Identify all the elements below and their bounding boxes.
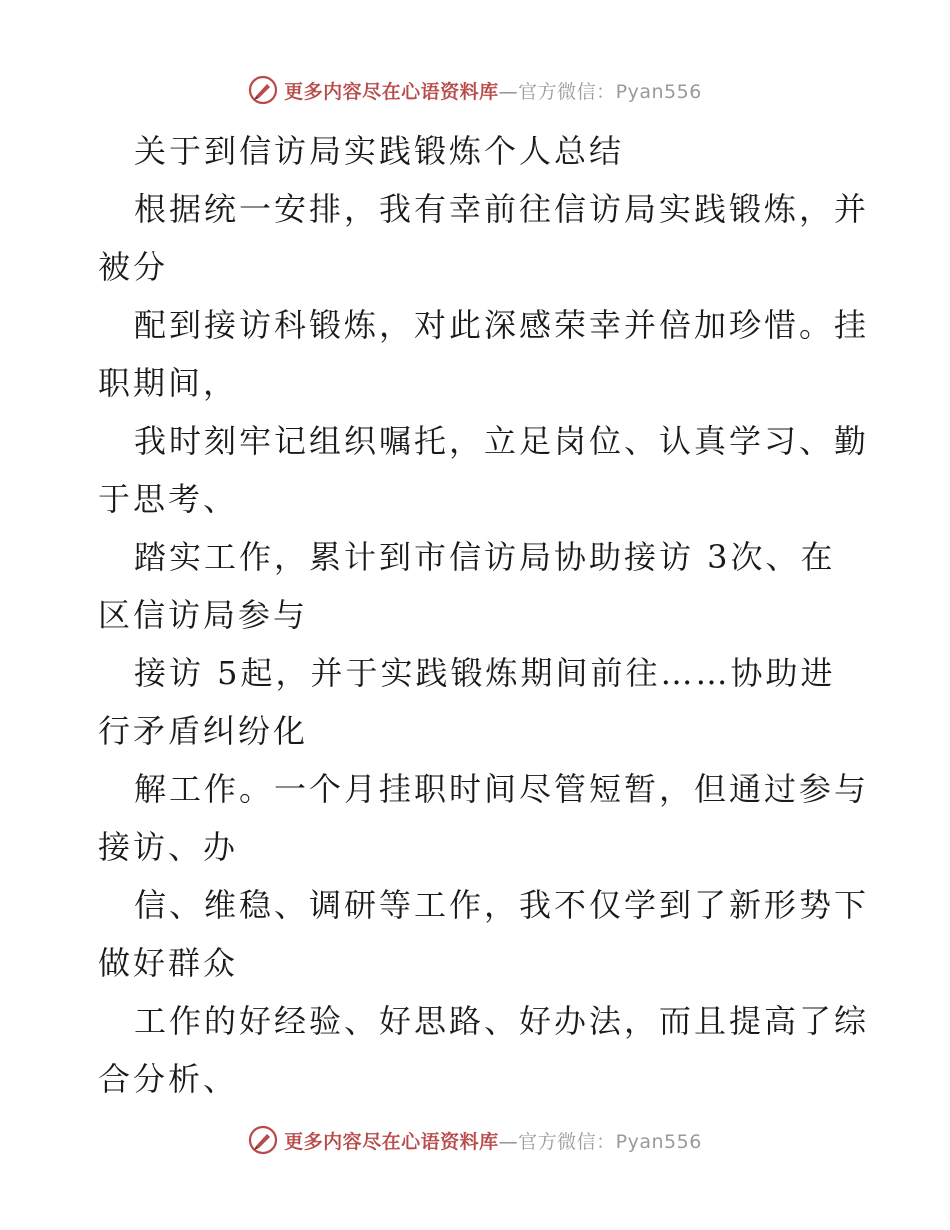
watermark-brand: 更多内容尽在心语资料库 [284, 1130, 499, 1153]
text-line: 职期间， [98, 364, 239, 402]
text-line: 踏实工作，累计到市信访局协助接访 3次、在 [134, 538, 836, 576]
text-line: 工作的好经验、好思路、好办法，而且提高了综 [134, 1002, 870, 1040]
watermark-text [284, 77, 702, 104]
watermark-dash: — [498, 1130, 519, 1153]
text-line: 解工作。一个月挂职时间尽管短暂，但通过参与 [134, 770, 870, 808]
watermark-wechat: 官方微信：Pyan556 [518, 80, 702, 103]
document-title: 关于到信访局实践锻炼个人总结 [134, 132, 625, 170]
text-line: 根据统一安排，我有幸前往信访局实践锻炼，并 [134, 190, 870, 228]
watermark-brand: 更多内容尽在心语资料库 [284, 80, 499, 103]
text-line: 被分 [98, 248, 169, 286]
text-line: 区信访局参与 [98, 596, 309, 634]
header-watermark [0, 70, 950, 110]
watermark-wechat: 官方微信：Pyan556 [518, 1130, 702, 1153]
text-line: 信、维稳、调研等工作，我不仅学到了新形势下 [134, 886, 870, 924]
text-line: 于思考、 [98, 480, 239, 518]
text-line: 配到接访科锻炼，对此深感荣幸并倍加珍惜。挂 [134, 306, 870, 344]
watermark-text [284, 1127, 702, 1154]
text-line: 行矛盾纠纷化 [98, 712, 309, 750]
text-line: 我时刻牢记组织嘱托，立足岗位、认真学习、勤 [134, 422, 870, 460]
pen-logo-icon [248, 75, 278, 105]
text-line: 接访、办 [98, 828, 239, 866]
pen-logo-icon [248, 1125, 278, 1155]
text-line: 合分析、 [98, 1060, 239, 1098]
document-body [98, 122, 870, 1108]
footer-watermark [0, 1120, 950, 1160]
text-line: 接访 5起，并于实践锻炼期间前往……协助进 [134, 654, 836, 692]
watermark-dash: — [498, 80, 519, 103]
text-line: 做好群众 [98, 944, 239, 982]
